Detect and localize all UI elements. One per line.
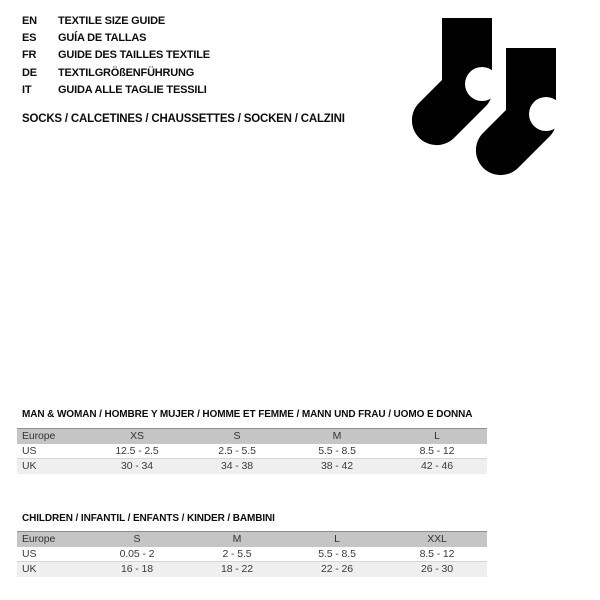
language-code: IT [22, 83, 32, 96]
language-code: FR [22, 49, 37, 62]
table-row-us [17, 444, 487, 459]
column-header-size: M [232, 533, 242, 545]
language-label: TEXTILGRÖßENFÜHRUNG [58, 66, 195, 79]
language-row-fr [22, 47, 210, 64]
size-value: 5.5 - 8.5 [318, 548, 356, 560]
size-value: 8.5 - 12 [419, 548, 455, 560]
size-table-children [17, 513, 487, 577]
column-header-size: M [332, 430, 342, 442]
table-row-uk [17, 562, 487, 577]
size-value: 18 - 22 [221, 563, 253, 575]
table-title: MAN & WOMAN / HOMBRE Y MUJER / HOMME ET FEMME / MANN UND FRAU / UOMO E DONNA [22, 409, 473, 420]
language-row-es [22, 30, 210, 47]
size-value: 8.5 - 12 [419, 445, 455, 457]
size-table-man-woman [17, 409, 487, 474]
size-value: 22 - 26 [321, 563, 353, 575]
size-value: 5.5 - 8.5 [318, 445, 356, 457]
size-value: 16 - 18 [121, 563, 153, 575]
column-header-size: L [334, 533, 340, 545]
language-label: TEXTILE SIZE GUIDE [58, 15, 166, 27]
language-list [22, 13, 210, 99]
table-header-row [17, 531, 487, 547]
size-value: 12.5 - 2.5 [115, 445, 159, 457]
language-label: GUÍA DE TALLAS [58, 32, 147, 45]
row-region: UK [22, 563, 37, 575]
column-header-size: S [133, 533, 141, 545]
language-code: EN [22, 15, 37, 27]
language-code: ES [22, 32, 37, 45]
table-row-us [17, 547, 487, 562]
size-value: 0.05 - 2 [119, 548, 155, 560]
language-row-it [22, 82, 210, 99]
column-header-region: Europe [22, 533, 56, 545]
table-header-row [17, 428, 487, 444]
column-header-size: S [233, 430, 241, 442]
size-value: 2.5 - 5.5 [218, 445, 256, 457]
size-value: 34 - 38 [221, 460, 253, 472]
socks-icon [398, 8, 570, 188]
size-value: 26 - 30 [421, 563, 453, 575]
row-region: US [22, 445, 37, 457]
column-header-size: L [434, 430, 440, 442]
size-value: 30 - 34 [121, 460, 153, 472]
column-header-size: XS [130, 430, 144, 442]
row-region: US [22, 548, 37, 560]
category-title: SOCKS / CALCETINES / CHAUSSETTES / SOCKEN / CALZINI [22, 113, 345, 125]
language-label: GUIDE DES TAILLES TEXTILE [58, 49, 210, 62]
size-value: 38 - 42 [321, 460, 353, 472]
language-row-de [22, 65, 210, 82]
table-row-uk [17, 459, 487, 474]
language-label: GUIDA ALLE TAGLIE TESSILI [58, 83, 207, 96]
column-header-size: XXL [427, 533, 447, 545]
language-code: DE [22, 66, 37, 79]
language-row-en [22, 13, 210, 30]
size-value: 2 - 5.5 [222, 548, 252, 560]
table-title: CHILDREN / INFANTIL / ENFANTS / KINDER / BAMBINI [22, 513, 275, 524]
size-value: 42 - 46 [421, 460, 453, 472]
row-region: UK [22, 460, 37, 472]
column-header-region: Europe [22, 430, 56, 442]
